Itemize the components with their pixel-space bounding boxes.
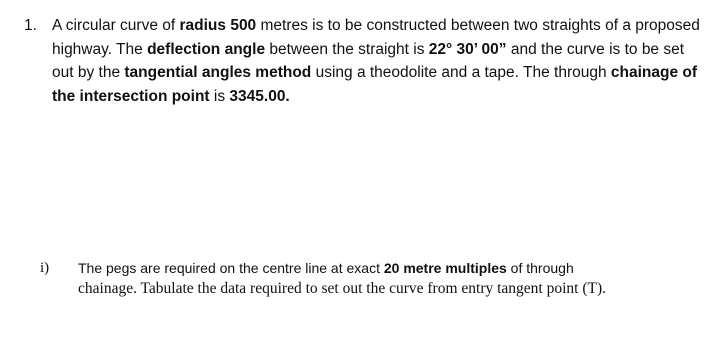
question-text-part: and the curve is to be set out by the [52,40,685,81]
question-text-part: between the straight is [265,40,429,58]
peg-interval-emphasis: 20 metre multiples [383,260,507,276]
question-text [52,14,704,108]
method-emphasis: tangential angles method [124,64,312,81]
radius-emphasis: radius 500 [179,17,257,34]
question-text-part: A circular curve of [52,17,180,34]
subquestion-text-part: of through [506,260,574,276]
question-text-part: metres is to be constructed between two straights of a proposed highway. The [52,17,700,58]
question-text-part: is [209,87,230,105]
subquestion-text-part: chainage. Tabulate the data required to set out the curve from entry tangent point (T). [78,280,607,297]
question-1 [24,14,704,108]
question-text-part: using a theodolite and a tape. The through [311,64,611,81]
deflection-angle-emphasis: deflection angle [147,40,266,58]
angle-value-emphasis: 22° 30’ 00” [428,40,507,58]
subquestion-i [40,258,700,299]
subquestion-text-part: The pegs are required on the centre line at exact [78,260,384,276]
question-number: 1. [24,17,37,34]
subquestion-text [78,258,700,299]
intersection-chainage-emphasis: chainage of the intersection point [52,64,698,105]
chainage-value-emphasis: 3345.00. [229,87,290,105]
subquestion-number: i) [40,260,50,276]
